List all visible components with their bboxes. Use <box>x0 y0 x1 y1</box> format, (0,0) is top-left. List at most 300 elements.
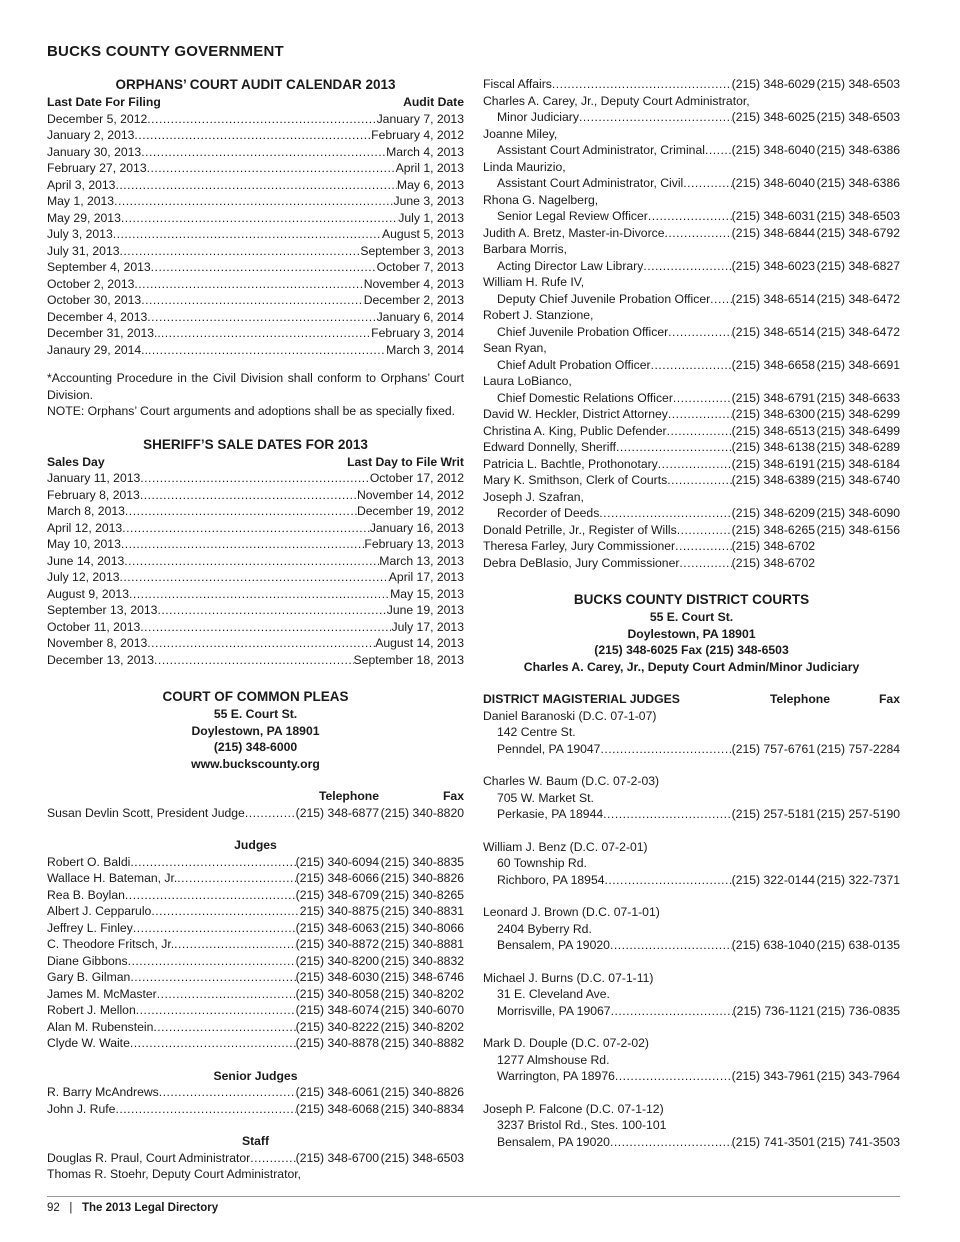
writ-date: September 18, 2013 <box>353 652 464 667</box>
judges-heading: Judges <box>234 838 277 852</box>
dot-leader <box>147 111 376 128</box>
ccp-tel-header: Telephone <box>318 789 379 803</box>
entry-name: Debra DeBlasio, Jury Commissioner <box>483 555 680 570</box>
ccp-address-city: Doylestown, PA 18901 <box>191 723 320 738</box>
senior-judges-heading: Senior Judges <box>213 1068 298 1083</box>
audit-row <box>47 226 464 243</box>
staff-continued: Thomas R. Stoehr, Deputy Court Administrator, <box>47 1167 302 1181</box>
staff-row <box>483 522 900 539</box>
staff-name-line: Rhona G. Nagelberg, <box>483 192 599 207</box>
footer-separator: | <box>69 1202 73 1214</box>
staff-name-line: Charles A. Carey, Jr., Deputy Court Administrator, <box>483 93 750 108</box>
entry-fax: (215) 340-8826 <box>380 871 464 885</box>
judge-row <box>47 903 464 920</box>
dot-leader <box>120 243 361 260</box>
judges-list <box>47 854 464 1052</box>
dot-leader <box>658 456 732 473</box>
entry-telephone: (215) 348-6040 <box>731 176 815 190</box>
writ-date: January 16, 2013 <box>369 520 464 535</box>
entry-name: Patricia L. Bachtle, Prothonotary <box>483 456 658 471</box>
audit-date: June 3, 2013 <box>393 194 464 208</box>
staff-row <box>483 439 900 456</box>
entry-fax: (215) 348-6289 <box>816 440 900 454</box>
dot-leader <box>133 920 296 937</box>
magisterial-col-fax: Fax <box>878 692 900 706</box>
audit-col-date: Audit Date <box>403 95 464 109</box>
audit-calendar-title: ORPHANS’ COURT AUDIT CALENDAR 2013 <box>115 77 396 92</box>
entry-telephone: (215) 348-6074 <box>295 1003 379 1017</box>
magisterial-judge-street: 2404 Byberry Rd. <box>497 921 592 936</box>
entry-name: Donald Petrille, Jr., Register of Wills <box>483 522 677 537</box>
entry-name: November 8, 2013 <box>47 636 148 650</box>
dot-leader <box>122 520 370 537</box>
entry-name: Deputy Chief Juvenile Probation Officer <box>497 291 711 306</box>
audit-date: February 4, 2012 <box>371 128 464 142</box>
entry-fax: (215) 638-0135 <box>816 938 900 952</box>
entry-fax: (215) 741-3503 <box>816 1134 900 1149</box>
dot-leader <box>675 538 732 555</box>
magisterial-judge-name: Joseph P. Falcone (D.C. 07-1-12) <box>483 1101 664 1116</box>
staff-name-line: Joanne Miley, <box>483 126 558 141</box>
ccp-address-street: 55 E. Court St. <box>213 707 298 721</box>
magisterial-judge-street: 142 Centre St. <box>497 725 576 739</box>
entry-name: James M. McMaster <box>47 986 157 1001</box>
page-number: 92 <box>47 1202 60 1214</box>
staff-row <box>483 555 900 572</box>
entry-name: June 14, 2013 <box>47 553 125 568</box>
entry-name: February 8, 2013 <box>47 487 140 502</box>
entry-telephone: (215) 348-6031 <box>731 209 815 223</box>
staff-row <box>483 225 900 242</box>
staff-row <box>483 357 900 374</box>
entry-name: Susan Devlin Scott, President Judge <box>47 805 245 820</box>
entry-telephone: (215) 348-6514 <box>731 291 815 306</box>
dot-leader <box>151 259 377 276</box>
dot-leader <box>599 505 731 522</box>
ccp-column-headers <box>47 788 464 805</box>
entry-telephone: (215) 322-0144 <box>731 872 815 887</box>
entry-fax: (215) 340-8831 <box>380 904 464 918</box>
dot-leader <box>128 953 296 970</box>
entry-telephone: (215) 340-8222 <box>295 1019 379 1034</box>
entry-fax: (215) 348-6386 <box>816 143 900 157</box>
entry-name: December 31, 2013.. <box>47 326 161 340</box>
entry-name: Clyde W. Waite <box>47 1036 130 1050</box>
dot-leader <box>140 619 391 636</box>
dot-leader <box>125 887 296 904</box>
entry-name: May 10, 2013 <box>47 537 121 551</box>
dot-leader <box>683 175 731 192</box>
dot-leader <box>159 1084 296 1101</box>
entry-name: Richboro, PA 18954 <box>497 872 605 887</box>
sheriff-row <box>47 487 464 504</box>
ccp-fax-header: Fax <box>442 789 464 803</box>
sheriff-row <box>47 652 464 669</box>
dot-leader <box>129 586 390 603</box>
dot-leader <box>151 903 299 920</box>
magisterial-col-judges: DISTRICT MAGISTERIAL JUDGES <box>483 692 680 706</box>
magisterial-judge-city-row <box>483 1134 900 1151</box>
entry-telephone: (215) 348-6700 <box>295 1150 379 1165</box>
entry-name: October 30, 2013 <box>47 293 142 307</box>
sheriff-row <box>47 586 464 603</box>
entry-name: Rea B. Boylan <box>47 887 125 902</box>
entry-name: Gary B. Gilman <box>47 970 131 984</box>
dot-leader <box>121 210 398 227</box>
dot-leader <box>134 127 371 144</box>
entry-fax: (215) 348-6299 <box>816 407 900 421</box>
entry-fax: (215) 343-7964 <box>816 1069 900 1083</box>
entry-fax: (215) 340-8881 <box>380 937 464 951</box>
dot-leader <box>157 602 386 619</box>
ccp-phone: (215) 348-6000 <box>213 740 298 754</box>
audit-row <box>47 325 464 342</box>
sheriff-sale-title: SHERIFF’S SALE DATES FOR 2013 <box>143 436 368 452</box>
judge-row <box>47 936 464 953</box>
sheriff-row <box>47 619 464 636</box>
entry-name: Minor Judiciary <box>497 110 579 124</box>
entry-name: July 3, 2013 <box>47 227 113 241</box>
entry-telephone: (215) 348-6791 <box>731 390 815 405</box>
audit-date: January 7, 2013 <box>376 111 464 126</box>
audit-rows <box>47 111 464 359</box>
dot-leader <box>174 936 296 953</box>
entry-fax: (215) 348-6792 <box>816 225 900 240</box>
ccp-title: COURT OF COMMON PLEAS <box>162 689 349 704</box>
staff-row <box>47 1150 464 1167</box>
entry-telephone: (215) 348-6066 <box>295 871 379 885</box>
audit-note-accounting: *Accounting Procedure in the Civil Division shall conform to Orphans’ Court Division. <box>47 371 464 402</box>
entry-fax: (215) 340-8835 <box>380 854 464 869</box>
writ-date: April 17, 2013 <box>388 570 464 584</box>
dot-leader <box>141 144 386 161</box>
entry-telephone: (215) 348-6023 <box>731 258 815 273</box>
judge-row <box>47 1035 464 1052</box>
entry-name: May 29, 2013 <box>47 210 121 225</box>
audit-row <box>47 111 464 128</box>
entry-name: Janaury 29, 2014.. <box>47 342 148 357</box>
entry-fax: (215) 340-8202 <box>380 986 464 1001</box>
audit-date: July 1, 2013 <box>398 210 464 225</box>
entry-telephone: (215) 348-6030 <box>295 970 379 984</box>
magisterial-judge-street: 60 Township Rd. <box>497 856 587 870</box>
district-courts-title: BUCKS COUNTY DISTRICT COURTS <box>573 592 810 607</box>
entry-telephone: (215) 348-6265 <box>731 522 815 537</box>
magisterial-judge-name: Charles W. Baum (D.C. 07-2-03) <box>483 774 660 788</box>
staff-row <box>483 538 900 555</box>
president-judge-row <box>47 805 464 822</box>
audit-note-arguments: NOTE: Orphans’ Court arguments and adoptions shall be as specially fixed. <box>47 404 456 418</box>
sheriff-row <box>47 520 464 537</box>
dot-leader <box>140 487 357 504</box>
entry-fax: (215) 348-6386 <box>816 176 900 190</box>
entry-telephone: (215) 348-6029 <box>731 77 815 91</box>
entry-telephone: (215) 736-1121 <box>732 1003 815 1018</box>
entry-name: September 13, 2013 <box>47 603 158 617</box>
staff-row <box>483 258 900 275</box>
dot-leader <box>615 1068 732 1085</box>
entry-fax: (215) 348-6633 <box>816 390 900 405</box>
dot-leader <box>610 937 732 954</box>
dot-leader <box>113 226 382 243</box>
entry-name: Chief Adult Probation Officer <box>497 357 651 372</box>
entry-telephone: 215) 340-8875 <box>299 904 379 918</box>
staff-name-line: William H. Rufe IV, <box>483 275 585 289</box>
entry-telephone: (215) 348-6138 <box>731 440 815 454</box>
dot-leader <box>148 342 386 359</box>
entry-fax: (215) 348-6472 <box>816 324 900 339</box>
entry-telephone: (215) 757-6761 <box>731 741 815 756</box>
magisterial-judge-street: 1277 Almshouse Rd. <box>497 1052 610 1067</box>
audit-row <box>47 342 464 359</box>
entry-telephone: (215) 348-6191 <box>731 456 815 471</box>
entry-telephone: (215) 340-8058 <box>295 986 379 1001</box>
dot-leader <box>140 470 370 487</box>
magisterial-judge-city-row <box>483 1003 900 1020</box>
audit-col-filing: Last Date For Filing <box>47 95 161 109</box>
audit-row <box>47 309 464 326</box>
staff-name-line: Barbara Morris, <box>483 242 567 256</box>
sheriff-rows <box>47 470 464 668</box>
staff-row <box>483 208 900 225</box>
staff-row <box>483 324 900 341</box>
dot-leader <box>115 177 396 194</box>
staff-name-line: Linda Maurizio, <box>483 159 566 174</box>
entry-name: Robert J. Mellon <box>47 1003 136 1017</box>
dot-leader <box>177 870 295 887</box>
staff-row <box>483 472 900 489</box>
sheriff-row <box>47 470 464 487</box>
sheriff-row <box>47 536 464 553</box>
magisterial-judge-street: 31 E. Cleveland Ave. <box>497 987 610 1001</box>
dot-leader <box>651 357 732 374</box>
entry-telephone: (215) 340-6094 <box>295 854 379 869</box>
ccp-president-row <box>47 805 464 822</box>
ccp-website: www.buckscounty.org <box>191 756 320 771</box>
entry-name: Chief Domestic Relations Officer <box>497 390 673 405</box>
audit-row <box>47 160 464 177</box>
entry-telephone: (215) 348-6658 <box>731 357 815 372</box>
entry-fax: (215) 348-6503 <box>816 110 900 124</box>
entry-telephone: (215) 348-6709 <box>295 887 379 902</box>
entry-name: Penndel, PA 19047 <box>497 741 601 756</box>
senior-judge-row <box>47 1084 464 1101</box>
magisterial-judge-city-row <box>483 872 900 889</box>
magisterial-judge-name: Michael J. Burns (D.C. 07-1-11) <box>483 970 654 985</box>
page-footer <box>47 1202 218 1214</box>
dot-leader <box>153 1019 295 1036</box>
audit-row <box>47 210 464 227</box>
entry-name: Senior Legal Review Officer <box>497 209 648 223</box>
entry-telephone: (215) 348-6844 <box>731 225 815 240</box>
audit-row <box>47 243 464 260</box>
dot-leader <box>673 390 732 407</box>
sheriff-row <box>47 602 464 619</box>
entry-telephone: (215) 348-6040 <box>731 143 815 157</box>
entry-name: September 4, 2013 <box>47 260 151 274</box>
magisterial-col-tel: Telephone <box>769 692 830 706</box>
entry-name: Bensalem, PA 19020 <box>497 1134 610 1149</box>
dot-leader <box>668 324 731 341</box>
entry-name: February 27, 2013 <box>47 161 147 175</box>
entry-fax: (215) 348-6472 <box>816 291 900 306</box>
entry-fax: (215) 340-8826 <box>380 1085 464 1099</box>
audit-date: November 4, 2013 <box>363 276 464 291</box>
entry-telephone: (215) 348-6389 <box>731 473 815 487</box>
magisterial-judge-city-row <box>483 741 900 758</box>
entry-name: March 8, 2013 <box>47 504 125 518</box>
entry-telephone: (215) 348-6063 <box>295 920 379 935</box>
entry-name: Jeffrey L. Finley <box>47 920 133 935</box>
entry-telephone: (215) 340-8200 <box>295 953 379 968</box>
audit-header-row <box>47 94 464 111</box>
district-contact: Charles A. Carey, Jr., Deputy Court Admin/Minor Judiciary <box>523 659 860 674</box>
judge-row <box>47 986 464 1003</box>
dot-leader <box>147 160 396 177</box>
writ-date: August 14, 2013 <box>375 636 464 650</box>
staff-name-line: Sean Ryan, <box>483 341 547 355</box>
dot-leader <box>120 569 389 586</box>
dot-leader <box>677 522 732 539</box>
writ-date: May 15, 2013 <box>390 586 464 601</box>
writ-date: July 17, 2013 <box>391 619 464 634</box>
staff-row <box>483 142 900 159</box>
sheriff-row <box>47 635 464 652</box>
staff-name-line: Joseph J. Szafran, <box>483 489 584 504</box>
entry-name: January 30, 2013 <box>47 144 142 159</box>
entry-telephone: (215) 348-6877 <box>295 805 379 820</box>
judge-row <box>47 969 464 986</box>
dot-leader <box>157 986 296 1003</box>
entry-fax: (215) 340-6070 <box>380 1003 464 1017</box>
entry-telephone: (215) 257-5181 <box>731 807 815 821</box>
entry-fax: (215) 340-8820 <box>380 805 464 820</box>
entry-fax: (215) 340-8202 <box>380 1019 464 1034</box>
sheriff-row <box>47 503 464 520</box>
staff-name-line: Robert J. Stanzione, <box>483 308 594 322</box>
entry-fax: (215) 348-6827 <box>816 258 900 273</box>
entry-name: Chief Juvenile Probation Officer <box>497 324 669 339</box>
entry-fax: (215) 340-8265 <box>380 887 464 902</box>
entry-telephone: (215) 348-6300 <box>731 407 815 421</box>
entry-fax: (215) 340-8066 <box>380 920 464 935</box>
dot-leader <box>710 291 731 308</box>
judge-row <box>47 953 464 970</box>
entry-name: Christina A. King, Public Defender <box>483 423 667 438</box>
dot-leader <box>130 969 295 986</box>
district-phone-fax: (215) 348-6025 Fax (215) 348-6503 <box>594 643 789 657</box>
writ-date: December 19, 2012 <box>356 504 464 518</box>
entry-fax: (215) 348-6503 <box>816 77 900 91</box>
magisterial-judge-name: William J. Benz (D.C. 07-2-01) <box>483 839 648 854</box>
dot-leader <box>134 276 363 293</box>
dot-leader <box>648 208 732 225</box>
audit-date: February 3, 2014 <box>371 326 464 340</box>
audit-row <box>47 292 464 309</box>
staff-row <box>483 456 900 473</box>
entry-telephone: (215) 348-6702 <box>731 539 815 553</box>
entry-name: December 13, 2013 <box>47 652 155 667</box>
dot-leader <box>603 806 732 823</box>
entry-name: Theresa Farley, Jury Commissioner <box>483 539 676 553</box>
dot-leader <box>115 1101 295 1118</box>
dot-leader <box>611 1003 733 1020</box>
dot-leader <box>667 423 732 440</box>
audit-date: March 4, 2013 <box>386 144 464 159</box>
magisterial-judge-street: 705 W. Market St. <box>497 790 594 805</box>
district-address-city: Doylestown, PA 18901 <box>627 626 756 641</box>
page-header-title: BUCKS COUNTY GOVERNMENT <box>47 43 284 60</box>
judge-row <box>47 870 464 887</box>
dot-leader <box>643 258 731 275</box>
audit-date: October 7, 2013 <box>376 260 464 274</box>
writ-date: March 13, 2013 <box>379 553 464 568</box>
entry-name: Warrington, PA 18976 <box>497 1069 615 1083</box>
staff-row <box>483 505 900 522</box>
dot-leader <box>121 536 365 553</box>
audit-date: September 3, 2013 <box>360 243 464 258</box>
entry-fax: (215) 348-6156 <box>816 522 900 537</box>
staff-row <box>483 291 900 308</box>
magisterial-judge-name: Daniel Baranoski (D.C. 07-1-07) <box>483 708 657 723</box>
entry-name: December 4, 2013 <box>47 309 148 324</box>
dot-leader <box>124 553 379 570</box>
entry-telephone: (215) 348-6702 <box>731 555 815 570</box>
entry-telephone: (215) 343-7961 <box>731 1069 815 1083</box>
entry-name: Recorder of Deeds <box>497 506 600 520</box>
judge-row <box>47 854 464 871</box>
staff-row <box>483 406 900 423</box>
dot-leader <box>705 142 732 159</box>
dot-leader <box>161 325 371 342</box>
dot-leader <box>147 635 375 652</box>
entry-name: David W. Heckler, District Attorney <box>483 407 668 421</box>
entry-fax: (215) 340-8834 <box>380 1101 464 1116</box>
entry-name: Acting Director Law Library <box>497 258 644 273</box>
entry-name: R. Barry McAndrews <box>47 1085 159 1099</box>
entry-name: Perkasie, PA 18944 <box>497 807 604 821</box>
entry-fax: (215) 340-8832 <box>380 953 464 968</box>
dot-leader <box>610 1134 732 1151</box>
entry-name: Wallace H. Bateman, Jr. <box>47 871 178 885</box>
entry-telephone: (215) 340-8872 <box>295 937 379 951</box>
entry-telephone: (215) 638-1040 <box>731 938 815 952</box>
entry-name: Morrisville, PA 19067 <box>497 1003 611 1018</box>
dot-leader <box>605 872 732 889</box>
entry-name: Fiscal Affairs <box>483 77 552 91</box>
entry-fax: (215) 348-6503 <box>380 1150 464 1165</box>
entry-telephone: (215) 340-8878 <box>295 1036 379 1050</box>
entry-telephone: (215) 348-6068 <box>295 1101 379 1116</box>
publication-title: The 2013 Legal Directory <box>81 1202 219 1214</box>
entry-name: John J. Rufe <box>47 1101 116 1116</box>
dot-leader <box>154 652 354 669</box>
dot-leader <box>250 1150 295 1167</box>
writ-date: October 17, 2012 <box>369 471 464 485</box>
entry-telephone: (215) 741-3501 <box>731 1134 815 1149</box>
audit-row <box>47 259 464 276</box>
magisterial-judge-city-row <box>483 806 900 823</box>
entry-name: December 5, 2012 <box>47 111 148 126</box>
sheriff-col-sales: Sales Day <box>47 454 105 469</box>
magisterial-header-row <box>483 691 900 708</box>
entry-name: Judith A. Bretz, Master-in-Divorce <box>483 225 665 240</box>
entry-name: August 9, 2013 <box>47 586 129 601</box>
entry-name: May 1, 2013 <box>47 194 115 208</box>
staff-row <box>483 109 900 126</box>
staff-row <box>483 423 900 440</box>
dot-leader <box>679 555 731 572</box>
